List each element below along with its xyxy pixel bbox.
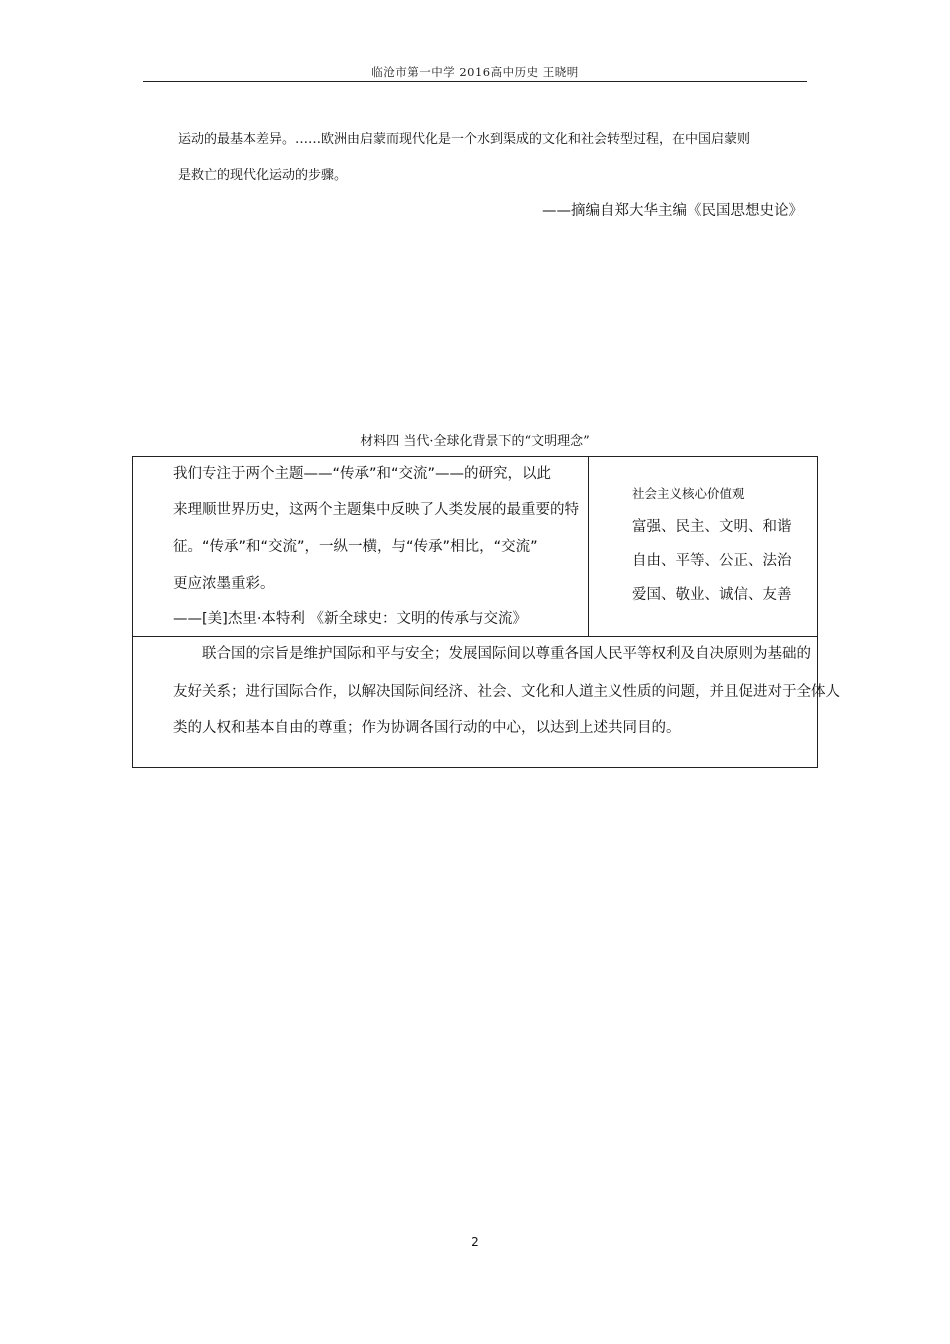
material-four-title: 材料四 当代·全球化背景下的“文明理念” [360,434,590,449]
page-header: 临沧市第一中学 2016高中历史 王晓明 [371,65,579,79]
excerpt-citation: ——摘编自郑大华主编《民国思想史论》 [542,203,803,219]
excerpt-line-1: 运动的最基本差异。……欧洲由启蒙而现代化是一个水到渠成的文化和社会转型过程，在中国启蒙则 [178,132,751,147]
core-values-line-2: 自由、平等、公正、法治 [632,553,792,569]
un-charter-line-2: 友好关系；进行国际合作，以解决国际间经济、社会、文化和人道主义性质的问题，并且促进对于全体人 [173,684,840,700]
un-charter-line-1: 联合国的宗旨是维护国际和平与安全；发展国际间以尊重各国人民平等权利及自决原则为基础的 [202,646,811,662]
bentley-quote-line-4: 更应浓墨重彩。 [173,576,275,592]
bentley-quote-line-2: 来理顺世界历史，这两个主题集中反映了人类发展的最重要的特 [173,502,579,518]
core-values-title: 社会主义核心价值观 [632,486,745,501]
table-divider-horizontal [132,636,818,637]
core-values-line-3: 爱国、敬业、诚信、友善 [632,587,792,603]
bentley-quote-line-3: 征。“传承”和“交流”，一纵一横，与“传承”相比，“交流” [173,539,538,555]
core-values-line-1: 富强、民主、文明、和谐 [632,519,792,535]
header-rule [143,81,807,82]
page-number: 2 [471,1235,479,1249]
excerpt-line-2: 是救亡的现代化运动的步骤。 [178,168,348,183]
bentley-quote-source: ——[美]杰里·本特利 《新全球史：文明的传承与交流》 [173,611,528,627]
table-divider-vertical [588,456,589,636]
bentley-quote-line-1: 我们专注于两个主题——“传承”和“交流”——的研究，以此 [173,466,552,482]
un-charter-line-3: 类的人权和基本自由的尊重；作为协调各国行动的中心，以达到上述共同目的。 [173,720,681,736]
